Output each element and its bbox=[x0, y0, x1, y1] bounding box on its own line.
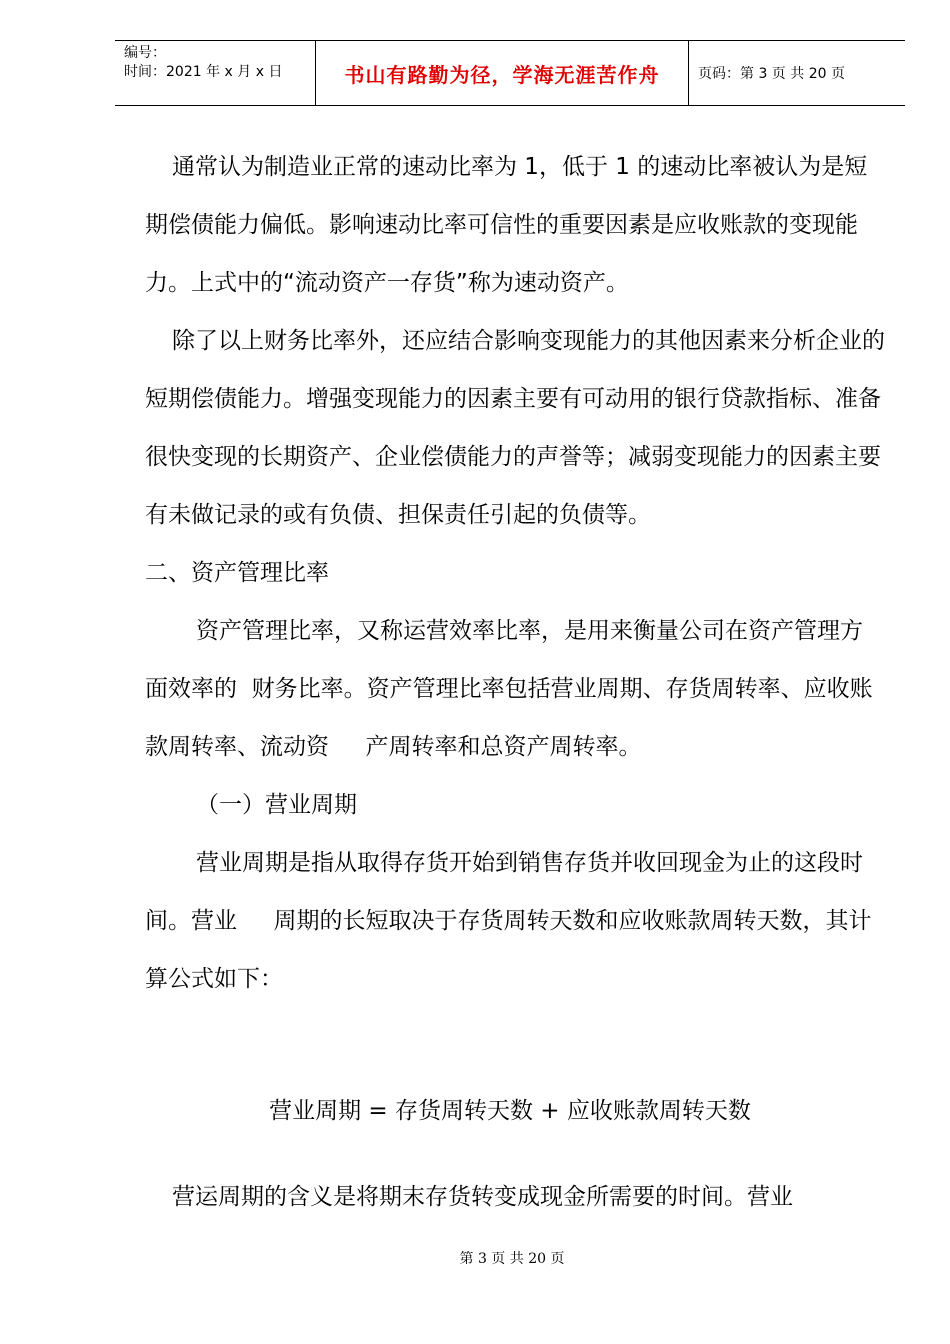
number-label: 编号： bbox=[124, 45, 166, 61]
paragraph-operating-cycle: 营业周期是指从取得存货开始到销售存货并收回现金为止的这段时间。营业 周期的长短取决于存货周转天数和应收账款周转天数，其计算公式如下： bbox=[145, 850, 872, 992]
page-header bbox=[115, 40, 905, 106]
document-body bbox=[145, 138, 885, 1008]
page-footer: 第 3 页 共 20 页 bbox=[459, 1251, 565, 1267]
subsection-heading-operating-cycle: （一）营业周期 bbox=[196, 792, 357, 818]
header-motto: 书山有路勤为径，学海无涯苦作舟 bbox=[315, 41, 689, 105]
header-page-info: 页码：第 3 页 共 20 页 bbox=[698, 66, 845, 82]
paragraph-quick-ratio: 通常认为制造业正常的速动比率为 1，低于 1 的速动比率被认为是短期偿债能力偏低。影响速动比率可信性的重要因素是应收账款的变现能力。上式中的“流动资产一存货”称为速动资产。 bbox=[145, 154, 868, 296]
paragraph-operating-cycle-meaning: 营运周期的含义是将期末存货转变成现金所需要的时间。营业 bbox=[172, 1184, 793, 1210]
paragraph-other-factors: 除了以上财务比率外，还应结合影响变现能力的其他因素来分析企业的短期偿债能力。增强变现能力的因素主要有可动用的银行贷款指标、准备很快变现的长期资产、企业偿债能力的声誉等；减弱变现能力的因素主要有未做记录的或有负债、担保责任引起的负债等。 bbox=[145, 328, 885, 528]
header-meta bbox=[115, 41, 315, 105]
section-heading-asset-management: 二、资产管理比率 bbox=[145, 560, 329, 586]
time-label: 时间：2021 年 x 月 x 日 bbox=[124, 64, 283, 80]
formula-operating-cycle: 营业周期 = 存货周转天数 + 应收账款周转天数 bbox=[269, 1098, 751, 1124]
paragraph-asset-management: 资产管理比率，又称运营效率比率，是用来衡量公司在资产管理方面效率的 财务比率。资产管理比率包括营业周期、存货周转率、应收账款周转率、流动资 产周转率和总资产周转率。 bbox=[145, 618, 873, 760]
